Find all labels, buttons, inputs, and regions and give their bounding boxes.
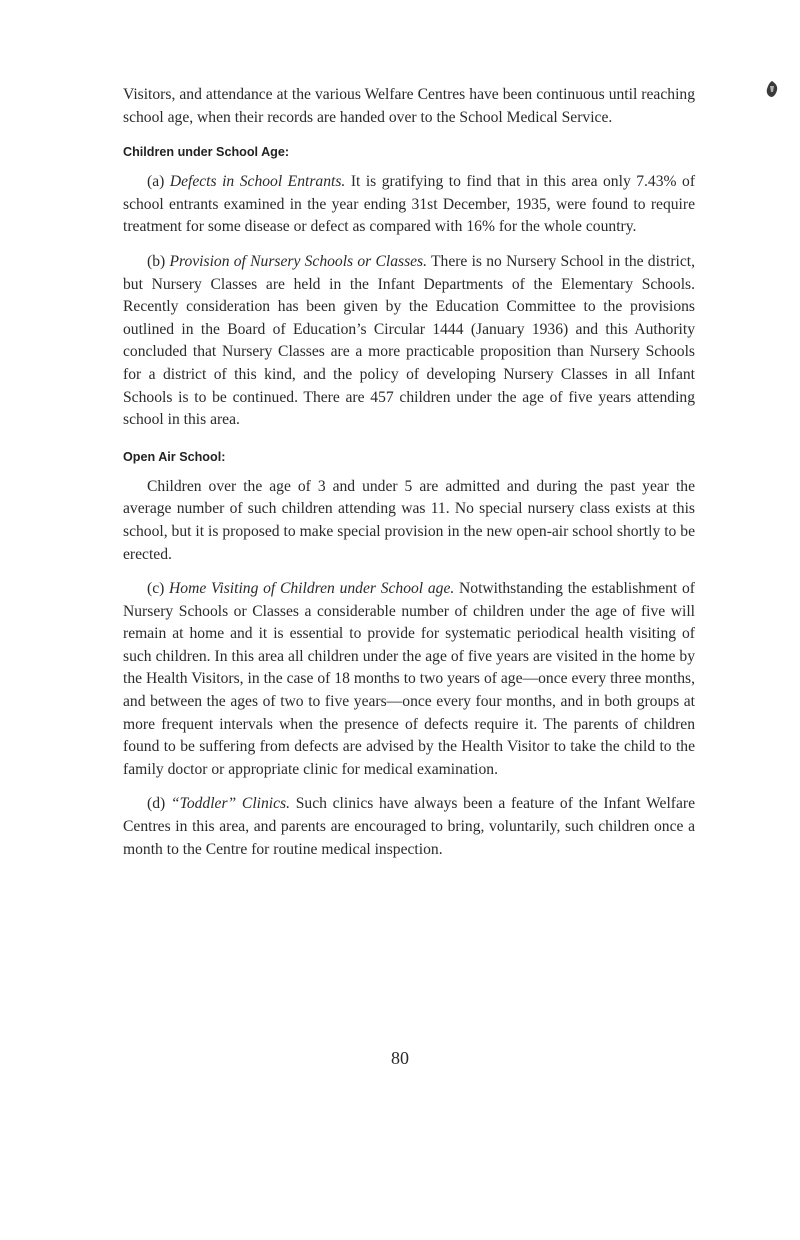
item-prefix: (d) — [147, 795, 166, 813]
item-text: There is no Nursery School in the district, but Nursery Classes are held in the Infant Departments of the Elementary Schools. Recently consideration has been given by the Education Committee to the provisions outlined in the Board of Education’s Circular 1444 (January 1936) and this Authority concluded that Nursery Classes are a more practicable proposition than Nursery Schools for a district of this kind, and the policy of developing Nursery Classes in all Infant Schools is to be continued. There are 457 children under the age of five years attending school in this area. — [123, 252, 695, 429]
paragraph-home-visiting — [123, 578, 695, 781]
intro-paragraph: Visitors, and attendance at the various Welfare Centres have been continuous until reaching school age, when their records are handed over to the School Medical Service. — [123, 86, 695, 126]
item-title: Home Visiting of Children under School age. — [169, 580, 455, 598]
item-title: Provision of Nursery Schools or Classes. — [169, 252, 428, 270]
ink-blot-mark — [765, 80, 779, 98]
heading-open-air-school: Open Air School: — [123, 449, 226, 464]
item-prefix: (c) — [147, 580, 165, 598]
paragraph-open-air-school: Children over the age of 3 and under 5 are admitted and during the past year the average number of such children attending was 11. No special nursery class exists at this school, but it is proposed to make special provision in the new open-air school shortly to be erected. — [123, 477, 695, 563]
heading-children-under-school-age: Children under School Age: — [123, 145, 290, 160]
paragraph-defects-school-entrants — [123, 171, 695, 239]
item-text: Such clinics have always been a feature of the Infant Welfare Centres in this area, and parents are encouraged to bring, voluntarily, such children once a month to the Centre for routine medical inspection. — [123, 795, 696, 858]
item-text: It is gratifying to find that in this area only 7.43% of school entrants examined in the year ending 31st December, 1935, were found to require treatment for some disease or defect as compared with 16% for the whole country. — [123, 173, 696, 236]
document-body — [123, 84, 695, 861]
item-prefix: (a) — [147, 173, 165, 191]
item-title: “Toddler” Clinics. — [170, 795, 290, 813]
item-prefix: (b) — [147, 252, 166, 270]
page-number: 80 — [391, 1048, 409, 1068]
paragraph-nursery-schools — [123, 251, 695, 432]
item-text: Notwithstanding the establishment of Nursery Schools or Classes a considerable number of children under the age of five will remain at home and it is essential to provide for systematic periodical health visiting of such children. In this area all children under the age of five years are visited in the home by the Health Visitors, in the case of 18 months to two years of age—once every three months, and between the ages of two to five years—once every four months, and in both groups at more frequent intervals when the presence of defects require it. The parents of children found to be suffering from defects are advised by the Health Visitor to take the child to the family doctor or appropriate clinic for medical examination. — [123, 580, 695, 778]
paragraph-toddler-clinics — [123, 793, 695, 861]
item-title: Defects in School Entrants. — [169, 173, 346, 191]
